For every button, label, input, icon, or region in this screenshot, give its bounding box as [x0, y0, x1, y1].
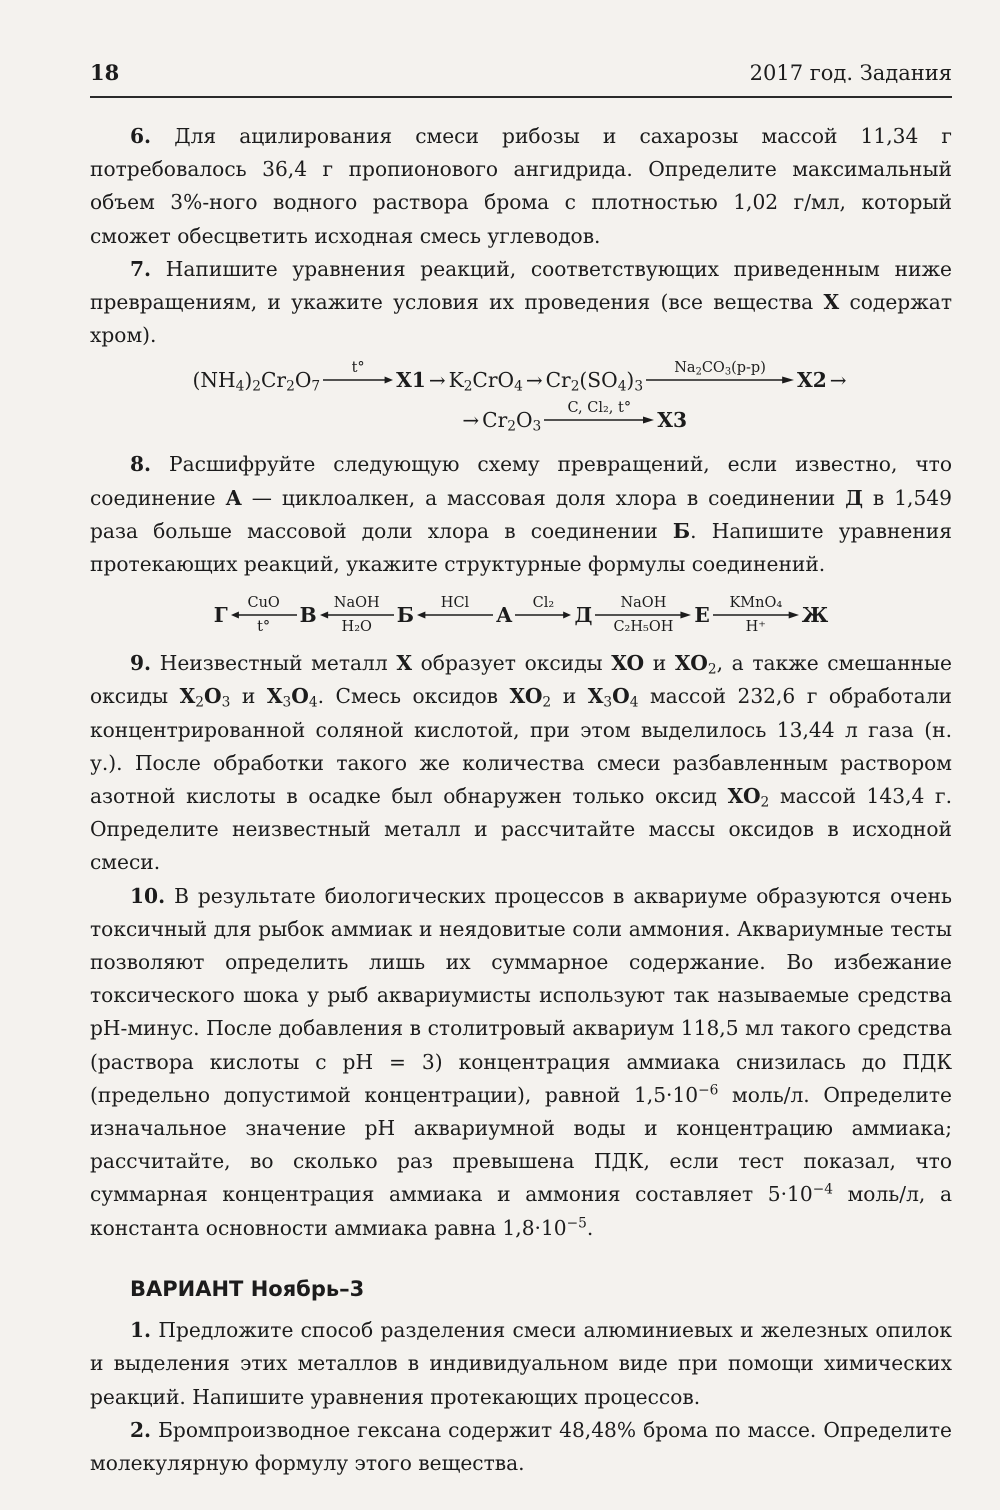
compound-label: X	[823, 290, 840, 315]
compound-zh: Ж	[801, 602, 829, 627]
page-content	[90, 120, 952, 1480]
task-9: 9. Неизвестный металл X образует оксиды XO и $XO_2$, а также смешанные оксиды $X_2O_3$ и $X_3O_4$. Смесь оксидов $XO_2$ и $X_3O_4$ массой 232,6 г обработали концентрированной соляной кислотой, при этом выделилось 13,44 л газа (н. у.). После обработки такого же количества смеси разбавленным раствором азотной кислоты в осадке был обнаружен только оксид $XO_2$ массой 143,4 г. Определите неизвестный металл и рассчитайте массы оксидов в исходной смеси.	[90, 651, 953, 875]
arrow-condition: $Na_2CO_3(р-р)$	[674, 360, 766, 378]
compound-x1: X1	[396, 367, 426, 392]
task-number: 6.	[130, 124, 152, 148]
task-number: 9.	[130, 651, 152, 676]
arrow-left-icon	[320, 611, 394, 619]
formula-cr2so43: $Cr_2(SO_4)_3$	[545, 367, 644, 395]
compound-x3: X3	[657, 407, 687, 432]
task-10: 10. В результате биологических процессов в аквариуме образуются очень токсичный для рыбок аммиак и неядовитые соли аммония. Аквариумные тесты позволяют определить лишь их суммарное содержание. Во избежание токсического шока у рыб аквариумисты используют так называемые средства рН-минус. После добавления в столитровый аквариум 118,5 мл такого средства (раствора кислоты с pH = 3) концентрация аммиака снизилась до ПДК (предельно допустимой концентрации), равной $1,5\cdot 10^{-6}$ моль/л. Определите изначальное значение pH аквариумной воды и концентрацию аммиака; рассчитайте, во сколько раз превышена ПДК, если тест показал, что суммарная концентрация аммиака и аммония составляет $5\cdot 10^{-4}$ моль/л, а константа основности аммиака равна $1,8\cdot 10^{-5}$.	[90, 883, 952, 1240]
arrow-icon: →	[829, 367, 847, 392]
formula-k2cro4: $K_2CrO_4$	[448, 367, 523, 395]
arrow-icon	[544, 416, 654, 424]
task-number: 10.	[130, 883, 166, 908]
reaction-arrow: Cl₂	[515, 595, 571, 635]
reaction-arrow: NaOH C₂H₅OH	[595, 595, 691, 635]
variant-question-2: 2. Бромпроизводное гексана содержит 48,48% брома по массе. Определите молекулярную формулу этого вещества.	[90, 1417, 952, 1475]
task-7	[90, 253, 952, 353]
task-text: Напишите уравнения реакций, соответствующих приведенным ниже превращениям, и укажите условия их проведения (все вещества	[90, 256, 952, 315]
reaction-arrow: KMnO₄ H⁺	[713, 595, 799, 635]
page-number: 18	[90, 60, 120, 85]
arrow-icon	[646, 376, 794, 384]
compound-x2: X2	[797, 367, 827, 392]
compound-g: Г	[213, 602, 228, 627]
task-8: 8. Расшифруйте следующую схему превращений, если известно, что соединение А — циклоалкен, а массовая доля хлора в соединении Д в 1,549 раза больше массовой доли хлора в соединении Б. Напишите уравнения протекающих реакций, укажите структурные формулы соединений.	[90, 452, 953, 577]
arrow-icon	[713, 611, 799, 619]
reaction-arrow: HCl	[417, 595, 493, 635]
task-6	[90, 120, 952, 253]
arrow-icon	[515, 611, 571, 619]
task-text: содержат хром).	[90, 290, 952, 348]
compound-e: Е	[694, 602, 710, 627]
scheme-7-line-2	[90, 400, 952, 440]
arrow-icon	[323, 376, 393, 384]
scheme-8	[90, 595, 952, 635]
compound-b: Б	[396, 602, 414, 627]
task-text: Для ацилирования смеси рибозы и сахарозы массой 11,34 г потребовалось 36,4 г пропионового ангидрида. Определите максимальный объем 3%-ного водного раствора брома с плотностью 1,02 г/мл, который сможет обесцветить исходная смесь углеводов.	[90, 124, 952, 248]
arrow-icon: →	[462, 407, 480, 432]
arrow-icon: →	[525, 367, 543, 392]
arrow-left-icon	[231, 611, 297, 619]
scheme-7-line-1	[90, 360, 952, 400]
reaction-arrow: NaOH H₂O	[320, 595, 394, 635]
task-number: 8.	[130, 452, 152, 477]
running-title: 2017 год. Задания	[749, 61, 952, 85]
reaction-arrow	[544, 400, 654, 440]
arrow-icon: →	[428, 367, 446, 392]
variant-question-1: 1. Предложите способ разделения смеси алюминиевых и железных опилок и выделения этих металлов в индивидуальном виде при помощи химических реакций. Напишите уравнения протекающих процессов.	[90, 1318, 952, 1409]
compound-a: А	[496, 602, 513, 627]
arrow-left-icon	[417, 611, 493, 619]
compound-v: В	[299, 602, 317, 627]
page-header	[90, 60, 952, 98]
task-number: 1.	[130, 1318, 152, 1343]
task-number: 2.	[130, 1417, 152, 1442]
reaction-arrow	[323, 360, 393, 400]
arrow-condition: t°	[351, 360, 365, 377]
reaction-arrow	[646, 360, 794, 400]
compound-d: Д	[574, 602, 593, 627]
formula-cr2o3: $Cr_2O_3$	[482, 407, 542, 435]
task-number: 7.	[130, 256, 152, 281]
arrow-condition: C, Cl₂, t°	[567, 400, 632, 417]
section-title: ВАРИАНТ Ноябрь–3	[130, 1276, 365, 1301]
arrow-icon	[595, 611, 691, 619]
formula-nh4-2cr2o7: $(NH_4)_2Cr_2O_7$	[192, 367, 321, 395]
reaction-arrow: CuO t°	[231, 595, 297, 635]
